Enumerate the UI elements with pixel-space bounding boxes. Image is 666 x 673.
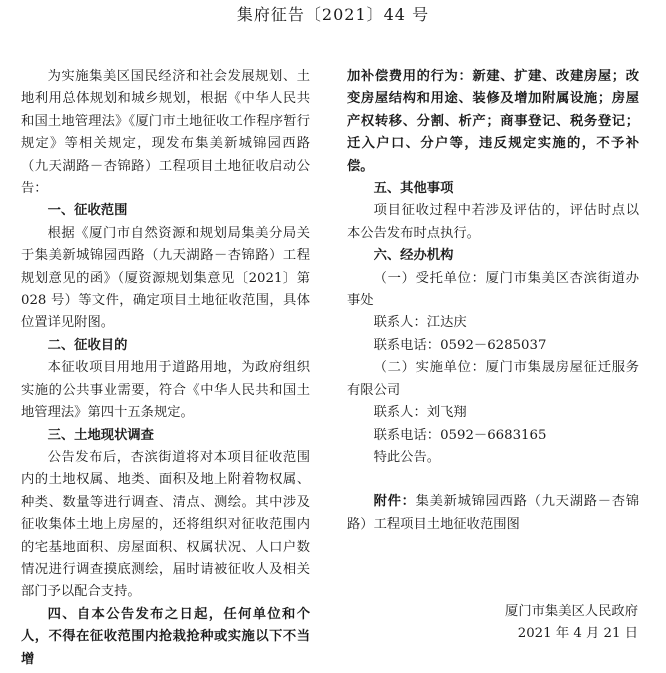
section-1-heading: 一、征收范围: [47, 203, 128, 219]
section-2-body: 本征收项目用地用于道路用地，为政府组织实施的公共事业需要，符合《中华人民共和国土地管理法》第四十五条规定。: [21, 360, 310, 421]
section-6-heading: 六、经办机构: [373, 248, 454, 264]
intro-paragraph: 为实施集美区国民经济和社会发展规划、土地利用总体规划和城乡规划，根据《中华人民共和国土地管理法》《厦门市土地征收工作程序暂行规定》等相关规定，现发布集美新城锦园西路（九天湖路－杏锦路）工程项目土地征收启动公告：: [21, 69, 310, 197]
section-4-continued: 加补偿费用的行为：新建、扩建、改建房屋；改变房屋结构和用途、装修及增加附属设施；房屋产权转移、分割、析产；商事登记、税务登记；迁入户口、分户等，违反规定实施的，不予补偿。: [347, 69, 639, 174]
section-4-start: 四、自本公告发布之日起，任何单位和个人，不得在征收范围内抢栽抢种或实施以下不当增: [21, 606, 310, 667]
signature-block: [505, 601, 638, 646]
phone-2: 联系电话：0592－6683165: [373, 427, 547, 443]
spacer: [347, 469, 639, 491]
contact-1: 联系人：江达庆: [373, 315, 467, 331]
attachment: [347, 491, 639, 536]
attachment-text: 集美新城锦园西路（九天湖路－杏锦路）工程项目土地征收范围图: [347, 494, 640, 532]
closing-line: 特此公告。: [373, 449, 441, 465]
contact-2: 联系人：刘飞翔: [373, 405, 467, 421]
section-3-body: 公告发布后，杏滨街道将对本项目征收范围内的土地权属、地类、面积及地上附着物权属、种类、数量等进行调查、清点、测绘。其中涉及征收集体土地上房屋的，还将组织对征收范围内的宅基地面积、房屋面积、权属状况、人口户数情况进行调查摸底测绘，届时请被征收人及相关部门予以配合支持。: [21, 449, 310, 600]
attachment-label: 附件：: [373, 494, 416, 510]
document-number: 集府征告〔2021〕44 号: [236, 5, 430, 24]
section-1-body: 根据《厦门市自然资源和规划局集美分局关于集美新城锦园西路（九天湖路－杏锦路）工程规划意见的函》（厦资源规划集意见〔2021〕第 028 号）等文件，确定项目土地征收范围，具体位置详见附图。: [21, 225, 310, 331]
section-3-heading: 三、土地现状调查: [47, 427, 154, 443]
phone-1: 联系电话：0592－6285037: [373, 337, 547, 353]
issuer-name: 厦门市集美区人民政府: [505, 604, 638, 619]
left-column: [21, 66, 310, 671]
agency-1: （一）受托单位：厦门市集美区杏滨街道办事处: [347, 270, 639, 309]
section-5-body: 项目征收过程中若涉及评估的，评估时点以本公告发布时点执行。: [347, 203, 639, 241]
issue-date: 2021 年 4 月 21 日: [517, 626, 638, 642]
agency-2: （二）实施单位：厦门市集晟房屋征迁服务有限公司: [347, 360, 639, 398]
section-5-heading: 五、其他事项: [373, 181, 454, 197]
right-column: [347, 66, 639, 536]
section-2-heading: 二、征收目的: [47, 337, 128, 353]
